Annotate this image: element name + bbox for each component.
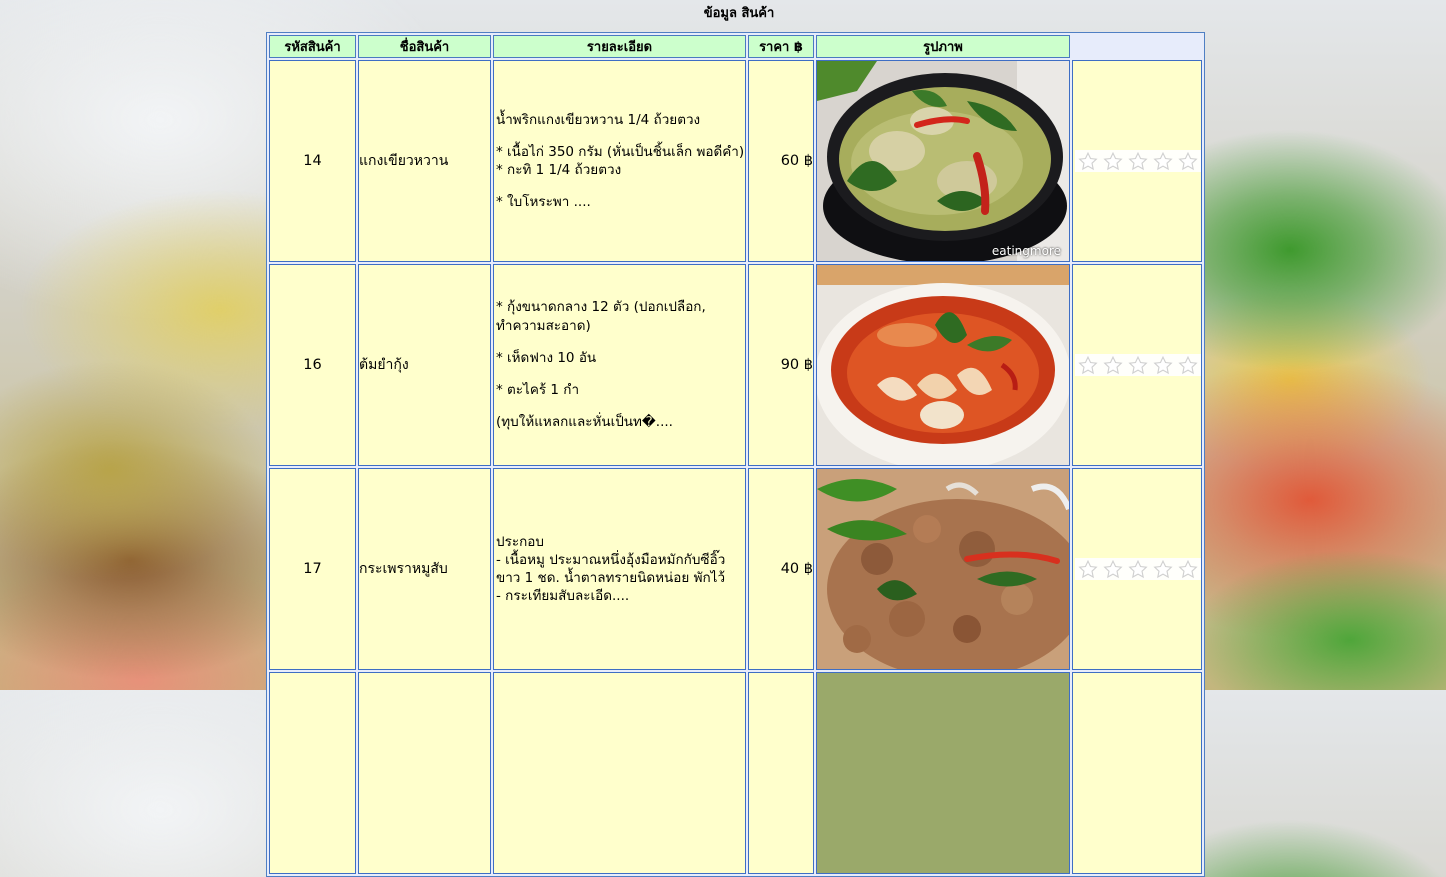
green-curry-image[interactable] [817,61,1069,261]
star-outline-icon[interactable] [1175,558,1200,580]
star-outline-icon[interactable] [1125,354,1150,376]
star-outline-icon[interactable] [1100,558,1125,580]
detail-line: * เห็ดฟาง 10 อัน [496,349,597,366]
detail-line: * กุ้งขนาดกลาง 12 ตัว (ปอกเปลือก, ทำความสะอาด) [496,299,706,334]
star-outline-icon[interactable] [1175,150,1200,172]
product-details [493,468,746,670]
star-outline-icon[interactable] [1125,558,1150,580]
detail-line: น้ำพริกแกงเขียวหวาน 1/4 ถ้วยตวง [496,111,701,128]
product-rating-cell [1072,672,1202,874]
header-product-details: รายละเอียด [493,35,746,58]
product-id: 17 [269,468,356,670]
detail-line: (ทุบให้แหลกและหั่นเป็นท�.... [496,414,673,431]
product-name: ต้มยำกุ้ง [358,264,491,466]
page-title: ข้อมูล สินค้า [703,6,775,21]
product-image-cell [816,264,1070,466]
star-outline-icon[interactable] [1150,558,1175,580]
product-name: กระเพราหมูสับ [358,468,491,670]
product-details [493,672,746,874]
product-image-cell [816,60,1070,262]
product-name [358,672,491,874]
product-id [269,672,356,874]
header-product-name: ชื่อสินค้า [358,35,491,58]
product-image-cell [816,672,1070,874]
product-id: 16 [269,264,356,466]
star-rating[interactable] [1075,354,1201,376]
table-row [269,264,1202,466]
star-outline-icon[interactable] [1150,354,1175,376]
star-rating[interactable] [1075,150,1201,172]
product-rating-cell [1072,468,1202,670]
table-row [269,468,1202,670]
detail-line: * ตะไคร้ 1 กำ [496,382,580,399]
product-id: 14 [269,60,356,262]
star-rating[interactable] [1075,558,1201,580]
product-details [493,60,746,262]
detail-line: * เนื้อไก่ 350 กรัม (หั่นเป็นชิ้นเล็ก พอดีคำ) * กะทิ 1 1/4 ถ้วยตวง [496,143,745,178]
basil-pork-image[interactable] [817,469,1069,669]
header-rating-empty [1072,35,1202,58]
product-details [493,264,746,466]
product-price: 60 ฿ [748,60,814,262]
product-price: 90 ฿ [748,264,814,466]
table-header-row [269,35,1202,58]
star-outline-icon[interactable] [1075,354,1100,376]
header-price: ราคา ฿ [748,35,814,58]
header-product-id: รหัสสินค้า [269,35,356,58]
product-rating-cell [1072,60,1202,262]
product-table [266,32,1205,877]
table-row [269,672,1202,874]
detail-line: - กระเทียมสับละเอีด.... [496,588,630,605]
header-image: รูปภาพ [816,35,1070,58]
detail-line: ประกอบ [496,533,544,550]
product-image-cell [816,468,1070,670]
star-outline-icon[interactable] [1150,150,1175,172]
product-price: 40 ฿ [748,468,814,670]
star-outline-icon[interactable] [1075,150,1100,172]
star-outline-icon[interactable] [1125,150,1150,172]
table-row [269,60,1202,262]
star-outline-icon[interactable] [1075,558,1100,580]
detail-line: * ใบโหระพา .... [496,194,591,211]
star-outline-icon[interactable] [1100,354,1125,376]
product-price [748,672,814,874]
product-name: แกงเขียวหวาน [358,60,491,262]
star-outline-icon[interactable] [1100,150,1125,172]
star-outline-icon[interactable] [1175,354,1200,376]
product-rating-cell [1072,264,1202,466]
detail-line: - เนื้อหมู ประมาณหนึ่งอุ้งมือหมักกับซีอิ๊วขาว 1 ชด. น้ำตาลทรายนิดหน่อย พักไว้ [496,551,726,586]
tom-yum-goong-image[interactable] [817,265,1069,465]
image-watermark: eatingmore [991,244,1061,258]
